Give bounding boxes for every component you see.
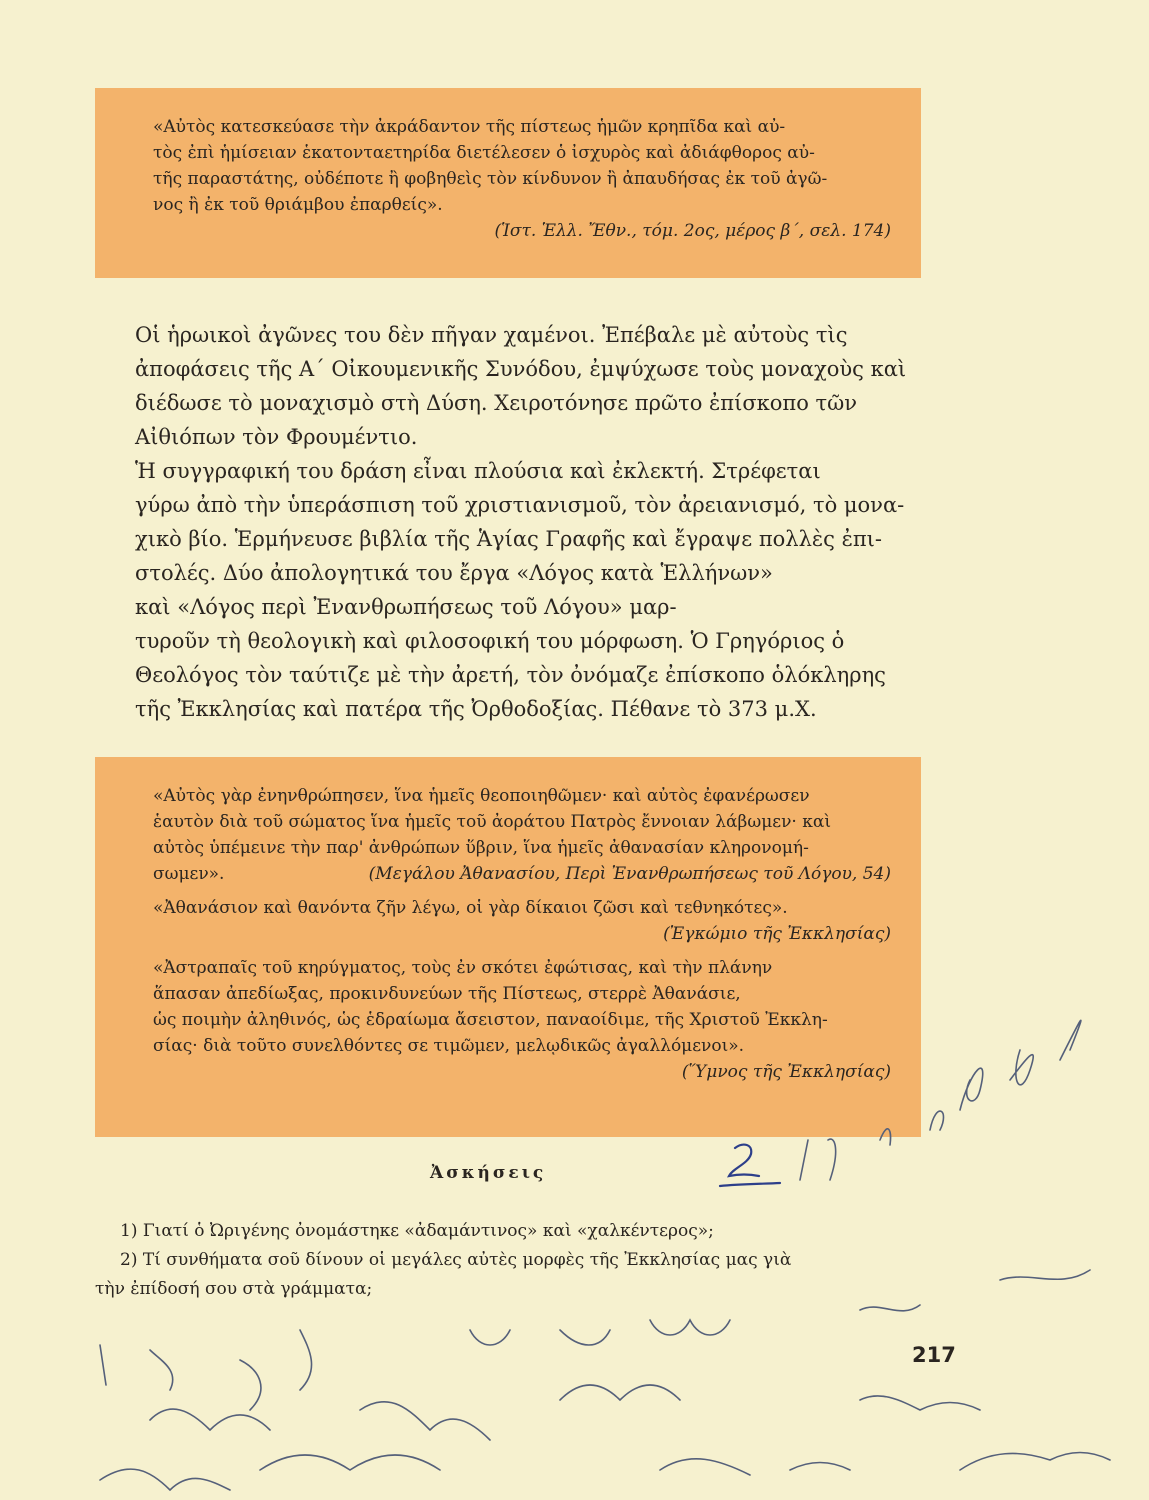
exercise-item: 2) Τί συνθήματα σοῦ δίνουν οἱ μεγάλες αὐτὲς μορφὲς τῆς Ἐκκλησίας μας γιὰ xyxy=(120,1250,792,1270)
exercise-item: 1) Γιατί ὁ Ὠριγένης ὀνομάστηκε «ἀδαμάντινος» καὶ «χαλκέντερος»; xyxy=(120,1221,714,1241)
body-line: Οἱ ἡρωικοὶ ἀγῶνες του δὲν πῆγαν χαμένοι. Ἐπέβαλε μὲ αὐτοὺς τὶς xyxy=(135,323,848,347)
page-number: 217 xyxy=(912,1343,956,1367)
pencil-scribble xyxy=(150,1409,270,1430)
body-line: γύρω ἀπὸ τὴν ὑπεράσπιση τοῦ χριστιανισμοῦ, τὸν ἀρειανισμό, τὸ μονα- xyxy=(135,493,905,517)
quote-line: νος ἢ ἐκ τοῦ θριάμβου ἐπαρθείς». xyxy=(153,195,443,215)
pencil-scribble xyxy=(860,1270,1090,1311)
quote-line: αὐτὸς ὑπέμεινε τὴν παρ' ἀνθρώπων ὕβριν, ἵνα ἡμεῖς ἀθανασίαν κληρονομή- xyxy=(153,838,809,858)
body-line: καὶ «Λόγος περὶ Ἐνανθρωπήσεως τοῦ Λόγου» μαρ- xyxy=(135,595,677,619)
pencil-scribble xyxy=(100,1345,173,1390)
pencil-scribble xyxy=(860,1396,980,1410)
body-line: Ἡ συγγραφική του δράση εἶναι πλούσια καὶ ἐκλεκτή. Στρέφεται xyxy=(135,459,821,483)
pencil-scribble xyxy=(470,1330,610,1345)
pencil-scribble xyxy=(660,1459,850,1475)
quote-line: «Ἀστραπαῖς τοῦ κηρύγματος, τοὺς ἐν σκότει ἐφώτισας, καὶ τὴν πλάνην xyxy=(153,958,773,978)
signature-stroke xyxy=(729,1145,759,1176)
quote-line: «Ἀθανάσιον καὶ θανόντα ζῆν λέγω, οἱ γὰρ δίκαιοι ζῶσι καὶ τεθνηκότες». xyxy=(153,898,788,918)
quote-line: «Αὐτὸς κατεσκεύασε τὴν ἀκράδαντον τῆς πίστεως ἡμῶν κρηπῖδα καὶ αὐ- xyxy=(153,117,786,137)
pencil-scribble xyxy=(100,1469,230,1490)
body-line: διέδωσε τὸ μοναχισμὸ στὴ Δύση. Χειροτόνησε πρῶτο ἐπίσκοπο τῶν xyxy=(135,391,858,415)
pencil-scribble xyxy=(1010,1050,1033,1085)
pencil-scribble xyxy=(360,1402,490,1440)
quote-citation: (Ἱστ. Ἑλλ. Ἔθν., τόμ. 2ος, μέρος β΄, σελ. 174) xyxy=(494,221,891,241)
body-line: ἀποφάσεις τῆς Α΄ Οἰκουμενικῆς Συνόδου, ἐμψύχωσε τοὺς μοναχοὺς καὶ xyxy=(135,357,907,381)
pencil-scribble xyxy=(1060,1020,1081,1060)
pencil-scribble xyxy=(260,1455,440,1470)
body-line: τῆς Ἐκκλησίας καὶ πατέρα τῆς Ὀρθοδοξίας. Πέθανε τὸ 373 μ.Χ. xyxy=(135,697,817,721)
body-line: Θεολόγος τὸν ταύτιζε μὲ τὴν ἀρετή, τὸν ὀνόμαζε ἐπίσκοπο ὁλόκληρης xyxy=(135,663,886,687)
pencil-scribble xyxy=(880,1111,944,1145)
pencil-scribble xyxy=(960,1068,983,1110)
signature-stroke xyxy=(720,1183,780,1186)
exercises-heading: Ἀσκήσεις xyxy=(430,1163,547,1183)
body-line: στολές. Δύο ἀπολογητικά του ἔργα «Λόγος κατὰ Ἑλλήνων» xyxy=(135,561,773,585)
quote-line: ἅπασαν ἀπεδίωξας, προκινδυνεύων τῆς Πίστεως, στερρὲ Ἀθανάσιε, xyxy=(153,984,741,1004)
quote-line: σίας· διὰ τοῦτο συνελθόντες σε τιμῶμεν, μελῳδικῶς ἀγαλλόμενοι». xyxy=(153,1036,745,1056)
quote-line: «Αὐτὸς γὰρ ἐνηνθρώπησεν, ἵνα ἡμεῖς θεοποιηθῶμεν· καὶ αὐτὸς ἐφανέρωσεν xyxy=(153,786,810,806)
quote-citation: (Ἐγκώμιο τῆς Ἐκκλησίας) xyxy=(663,924,891,944)
pencil-scribble xyxy=(960,1453,1110,1471)
exercise-item: τὴν ἐπίδοσή σου στὰ γράμματα; xyxy=(95,1279,373,1299)
pencil-scribble xyxy=(240,1330,312,1410)
body-line: Αἰθιόπων τὸν Φρουμέντιο. xyxy=(135,425,418,449)
quote-citation: (Ὕμνος τῆς Ἐκκλησίας) xyxy=(681,1062,891,1082)
quote-citation: (Μεγάλου Ἀθανασίου, Περὶ Ἐνανθρωπήσεως τοῦ Λόγου, 54) xyxy=(368,864,891,884)
pencil-scribble xyxy=(560,1385,680,1400)
quote-line-end: σωμεν». xyxy=(153,864,225,884)
body-line: χικὸ βίο. Ἑρμήνευσε βιβλία τῆς Ἁγίας Γραφῆς καὶ ἔγραψε πολλὲς ἐπι- xyxy=(135,527,883,551)
quote-line: ἑαυτὸν διὰ τοῦ σώματος ἵνα ἡμεῖς τοῦ ἀοράτου Πατρὸς ἔννοιαν λάβωμεν· καὶ xyxy=(153,812,831,832)
body-line: τυροῦν τὴ θεολογικὴ καὶ φιλοσοφική του μόρφωση. Ὁ Γρηγόριος ὁ xyxy=(135,629,845,653)
pencil-scribble xyxy=(800,1139,836,1180)
quote-line: ὡς ποιμὴν ἀληθινός, ὡς ἑδραίωμα ἄσειστον, παναοίδιμε, τῆς Χριστοῦ Ἐκκλη- xyxy=(153,1010,828,1030)
pencil-scribble xyxy=(650,1320,730,1335)
quote-line: τῆς παραστάτης, οὐδέποτε ἢ φοβηθεὶς τὸν κίνδυνον ἢ ἀπαυδήσας ἐκ τοῦ ἀγῶ- xyxy=(153,169,828,189)
quote-line: τὸς ἐπὶ ἡμίσειαν ἑκατονταετηρίδα διετέλεσεν ὁ ἰσχυρὸς καὶ ἀδιάφθορος αὐ- xyxy=(153,143,815,163)
